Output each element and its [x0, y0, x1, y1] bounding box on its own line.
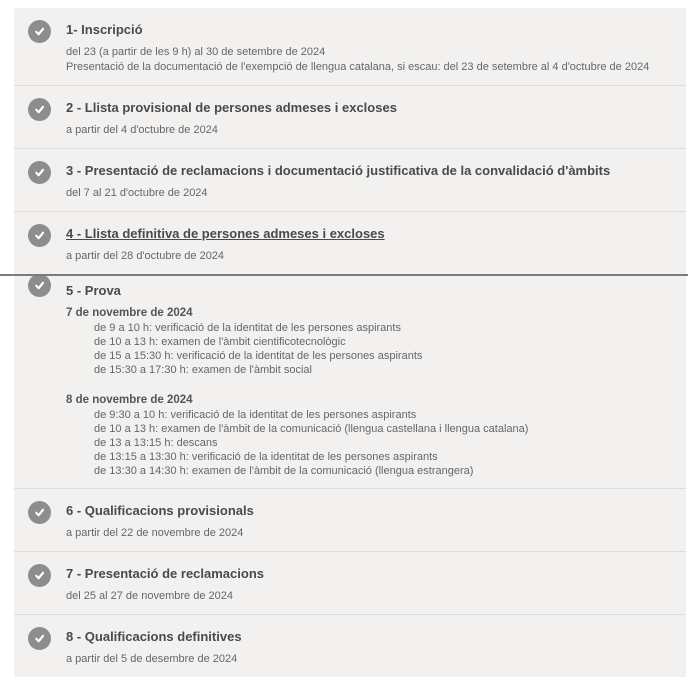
timeline-item-content [66, 97, 671, 138]
timeline-item-title: 6 - Qualificacions provisionals [66, 503, 254, 518]
schedule-slot: de 13:30 a 14:30 h: examen de l'àmbit de la comunicació (llengua estrangera) [94, 465, 474, 477]
timeline-item-title: 8 - Qualificacions definitives [66, 629, 242, 644]
timeline-item-title-link[interactable]: 4 - Llista definitiva de persones admeses i excloses [66, 226, 385, 241]
timeline-item [14, 276, 686, 489]
timeline-item [14, 615, 686, 677]
check-icon [28, 564, 51, 587]
timeline-item [14, 552, 686, 615]
timeline-panel [14, 8, 686, 677]
timeline-item-title: 3 - Presentació de reclamacions i documentació justificativa de la convalidació d'àmbits [66, 163, 611, 178]
timeline-item-title: 1- Inscripció [66, 22, 143, 37]
schedule-day-date: 8 de novembre de 2024 [66, 394, 193, 406]
active-step-rule [0, 274, 688, 276]
timeline-item-content [66, 160, 671, 201]
schedule-slot: de 10 a 13 h: examen de l'àmbit de la comunicació (llengua castellana i llengua catalana) [94, 423, 529, 435]
timeline-list [14, 8, 686, 677]
schedule-slot: de 10 a 13 h: examen de l'àmbit cientificotecnològic [94, 336, 346, 348]
check-icon [28, 274, 51, 297]
timeline-item-detail: a partir del 22 de novembre de 2024 [66, 527, 244, 539]
timeline-item-detail: a partir del 28 d'octubre de 2024 [66, 250, 225, 262]
timeline-item-content [66, 280, 671, 478]
timeline-item [14, 149, 686, 212]
timeline-item-detail: del 7 al 21 d'octubre de 2024 [66, 187, 208, 199]
schedule-slot: de 9 a 10 h: verificació de la identitat de les persones aspirants [94, 322, 401, 334]
check-icon [28, 627, 51, 650]
check-icon [28, 224, 51, 247]
check-icon [28, 20, 51, 43]
timeline-item [14, 212, 686, 274]
timeline-item-content [66, 626, 671, 667]
check-icon [28, 501, 51, 524]
schedule-day [66, 306, 671, 377]
timeline-item-title: 5 - Prova [66, 283, 121, 298]
timeline-item-content [66, 500, 671, 541]
schedule-slot: de 13 a 13:15 h: descans [94, 437, 218, 449]
timeline-item-content [66, 19, 671, 75]
schedule-slot: de 9:30 a 10 h: verificació de la identitat de les persones aspirants [94, 409, 417, 421]
schedule-day-date: 7 de novembre de 2024 [66, 307, 193, 319]
timeline-item-content [66, 563, 671, 604]
timeline-item-detail: a partir del 5 de desembre de 2024 [66, 653, 238, 665]
timeline-item-content [66, 223, 671, 264]
timeline-item-detail: del 25 al 27 de novembre de 2024 [66, 590, 233, 602]
timeline-item-title: 2 - Llista provisional de persones admeses i excloses [66, 100, 397, 115]
timeline-item [14, 8, 686, 86]
schedule-day [66, 393, 671, 478]
schedule-slot: de 13:15 a 13:30 h: verificació de la identitat de les persones aspirants [94, 451, 438, 463]
schedule-slot: de 15 a 15:30 h: verificació de la identitat de les persones aspirants [94, 350, 423, 362]
timeline-item-detail: Presentació de la documentació de l'exempció de llengua catalana, si escau: del 23 de setembre al 4 d'octubre de 2024 [66, 61, 650, 73]
timeline-item-detail: del 23 (a partir de les 9 h) al 30 de setembre de 2024 [66, 46, 326, 58]
timeline-item-title: 7 - Presentació de reclamacions [66, 566, 264, 581]
timeline-item-detail: a partir del 4 d'octubre de 2024 [66, 124, 218, 136]
timeline-item [14, 489, 686, 552]
schedule-slot: de 15:30 a 17:30 h: examen de l'àmbit social [94, 364, 312, 376]
check-icon [28, 161, 51, 184]
timeline-item [14, 86, 686, 149]
check-icon [28, 98, 51, 121]
